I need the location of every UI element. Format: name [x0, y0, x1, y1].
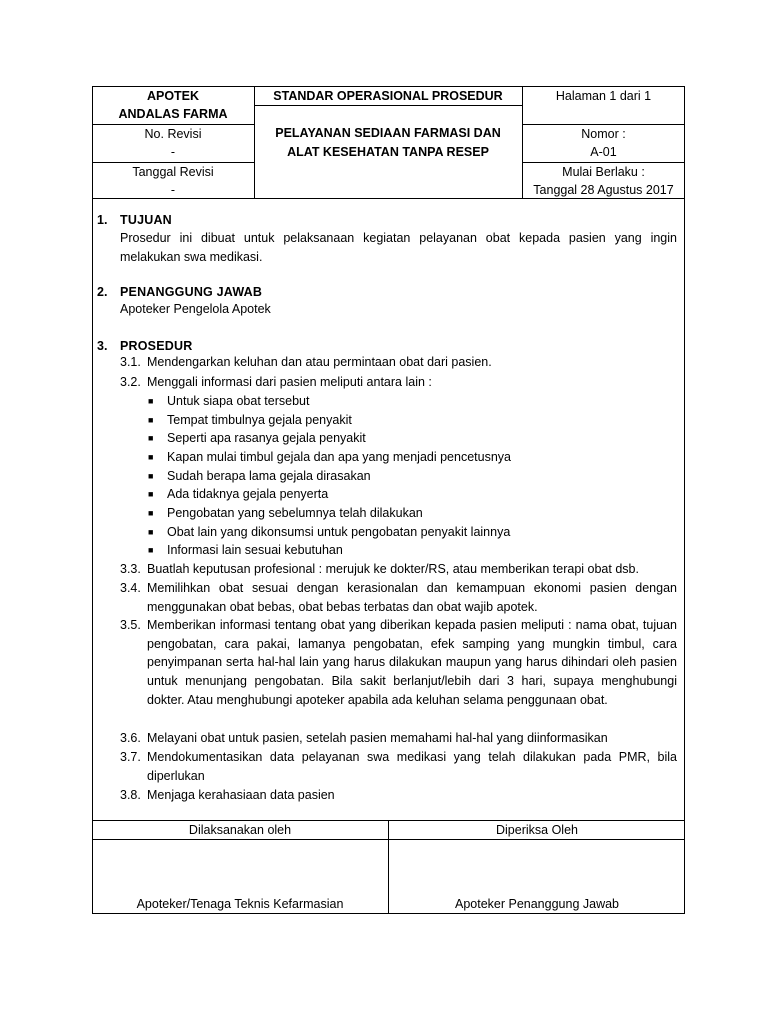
bullet-square-icon: ■ [148, 433, 154, 443]
signature-table [92, 820, 685, 914]
section-title-tujuan: TUJUAN [120, 213, 172, 227]
bullet-square-icon: ■ [148, 489, 154, 499]
bullet-text: Untuk siapa obat tersebut [167, 394, 310, 408]
signature-executed-title: Dilaksanakan oleh [188, 823, 292, 837]
effective-label: Mulai Berlaku : [562, 165, 645, 179]
procedure-item [120, 748, 677, 785]
bullet-square-icon: ■ [148, 508, 154, 518]
bullet-text: Tempat timbulnya gejala penyakit [167, 413, 352, 427]
doc-title [254, 124, 522, 162]
procedure-item-text: Mendengarkan keluhan dan atau permintaan obat dari pasien. [147, 355, 492, 369]
revision-value: - [170, 145, 176, 159]
procedure-item [120, 353, 677, 372]
number-label: Nomor : [581, 127, 626, 141]
bullet-square-icon: ■ [148, 452, 154, 462]
bullet-square-icon: ■ [148, 527, 154, 537]
procedure-item [120, 616, 677, 710]
procedure-item-text: Buatlah keputusan profesional : merujuk ke dokter/RS, atau memberikan terapi obat dsb. [147, 562, 639, 576]
bullet-square-icon: ■ [148, 545, 154, 555]
header-table [92, 86, 685, 199]
company-line-2: ANDALAS FARMA [118, 107, 228, 121]
header-divider [254, 105, 522, 106]
company-line-1: APOTEK [146, 89, 200, 103]
bullet-text: Pengobatan yang sebelumnya telah dilakukan [167, 506, 423, 520]
section-title-prosedur: PROSEDUR [120, 339, 193, 353]
bullet-text: Informasi lain sesuai kebutuhan [167, 543, 343, 557]
procedure-item-number: 3.3. [120, 562, 141, 576]
procedure-item-number: 3.4. [120, 581, 141, 595]
revision-date-value: - [170, 183, 176, 197]
procedure-item-number: 3.2. [120, 375, 141, 389]
procedure-item [120, 373, 677, 392]
bullet-item [148, 504, 423, 523]
section-number: 1. [97, 213, 108, 227]
procedure-item-text: Melayani obat untuk pasien, setelah pasien memahami hal-hal yang diinformasikan [147, 731, 608, 745]
section-title-penanggung-jawab: PENANGGUNG JAWAB [120, 285, 263, 299]
number-value: A-01 [590, 145, 617, 159]
revision-date-cell [92, 163, 254, 199]
bullet-item [148, 467, 371, 486]
revision-cell [92, 125, 254, 161]
procedure-item [120, 786, 677, 805]
bullet-text: Sudah berapa lama gejala dirasakan [167, 469, 371, 483]
signature-checked-name: Apoteker Penanggung Jawab [454, 897, 619, 911]
bullet-text: Kapan mulai timbul gejala dan apa yang menjadi pencetusnya [167, 450, 511, 464]
bullet-item [148, 541, 343, 560]
revision-label: No. Revisi [144, 127, 202, 141]
doc-title-line-1: PELAYANAN SEDIAAN FARMASI DAN [275, 126, 501, 140]
procedure-item-number: 3.5. [120, 618, 141, 632]
signature-checked-by [389, 820, 685, 914]
number-cell [522, 125, 685, 161]
procedure-item-text: Memberikan informasi tentang obat yang diberikan kepada pasien meliputi : nama obat, tujuan pengobatan, cara pakai, lamanya pengobatan, efek samping yang mungkin timbul, cara penyimpanan serta hal-hal lain yang harus dilakukan maupun yang harus dihindari oleh pasien untuk menunjang pengobatan. Bila sakit berlanjut/lebih dari 3 hari, supaya menghubungi dokter. Atau menghubungi apoteker apabila ada keluhan selama penggunaan obat. [147, 618, 677, 707]
procedure-item-number: 3.7. [120, 750, 141, 764]
effective-cell [522, 163, 685, 199]
signature-checked-title: Diperiksa Oleh [496, 823, 578, 837]
bullet-text: Ada tidaknya gejala penyerta [167, 487, 329, 501]
bullet-item [148, 411, 352, 430]
procedure-item [120, 579, 677, 616]
bullet-square-icon: ■ [148, 396, 154, 406]
doc-title-line-2: ALAT KESEHATAN TANPA RESEP [287, 145, 489, 159]
bullet-item [148, 523, 510, 542]
company-name [92, 87, 254, 123]
signature-executed-name: Apoteker/Tenaga Teknis Kefarmasian [136, 897, 344, 911]
section-text-tujuan: Prosedur ini dibuat untuk pelaksanaan kegiatan pelayanan obat kepada pasien yang ingin melakukan swa medikasi. [120, 231, 677, 264]
bullet-text: Seperti apa rasanya gejala penyakit [167, 431, 366, 445]
doc-type: STANDAR OPERASIONAL PROSEDUR [273, 89, 503, 103]
procedure-item-text: Memilihkan obat sesuai dengan kerasionalan dan kemampuan ekonomi pasien dengan menggunakan obat bebas, obat bebas terbatas dan obat wajib apotek. [147, 581, 677, 614]
bullet-item [148, 485, 328, 504]
procedure-item [120, 560, 677, 579]
procedure-item-text: Menggali informasi dari pasien meliputi antara lain : [147, 375, 432, 389]
procedure-item-text: Menjaga kerahasiaan data pasien [147, 788, 335, 802]
procedure-item-number: 3.6. [120, 731, 141, 745]
revision-date-label: Tanggal Revisi [132, 165, 214, 179]
procedure-item-number: 3.1. [120, 355, 141, 369]
bullet-text: Obat lain yang dikonsumsi untuk pengobatan penyakit lainnya [167, 525, 511, 539]
bullet-item [148, 429, 366, 448]
page-info: Halaman 1 dari 1 [555, 89, 652, 103]
section-text-penanggung-jawab: Apoteker Pengelola Apotek [120, 302, 271, 316]
bullet-square-icon: ■ [148, 471, 154, 481]
bullet-square-icon: ■ [148, 415, 154, 425]
bullet-item [148, 448, 511, 467]
section-number: 3. [97, 339, 108, 353]
procedure-item-text: Mendokumentasikan data pelayanan swa medikasi yang telah dilakukan pada PMR, bila diperlukan [147, 750, 677, 783]
bullet-item [148, 392, 309, 411]
effective-value: Tanggal 28 Agustus 2017 [533, 183, 674, 197]
procedure-item-number: 3.8. [120, 788, 141, 802]
signature-executed-by [92, 820, 388, 914]
procedure-item [120, 729, 677, 748]
section-number: 2. [97, 285, 108, 299]
